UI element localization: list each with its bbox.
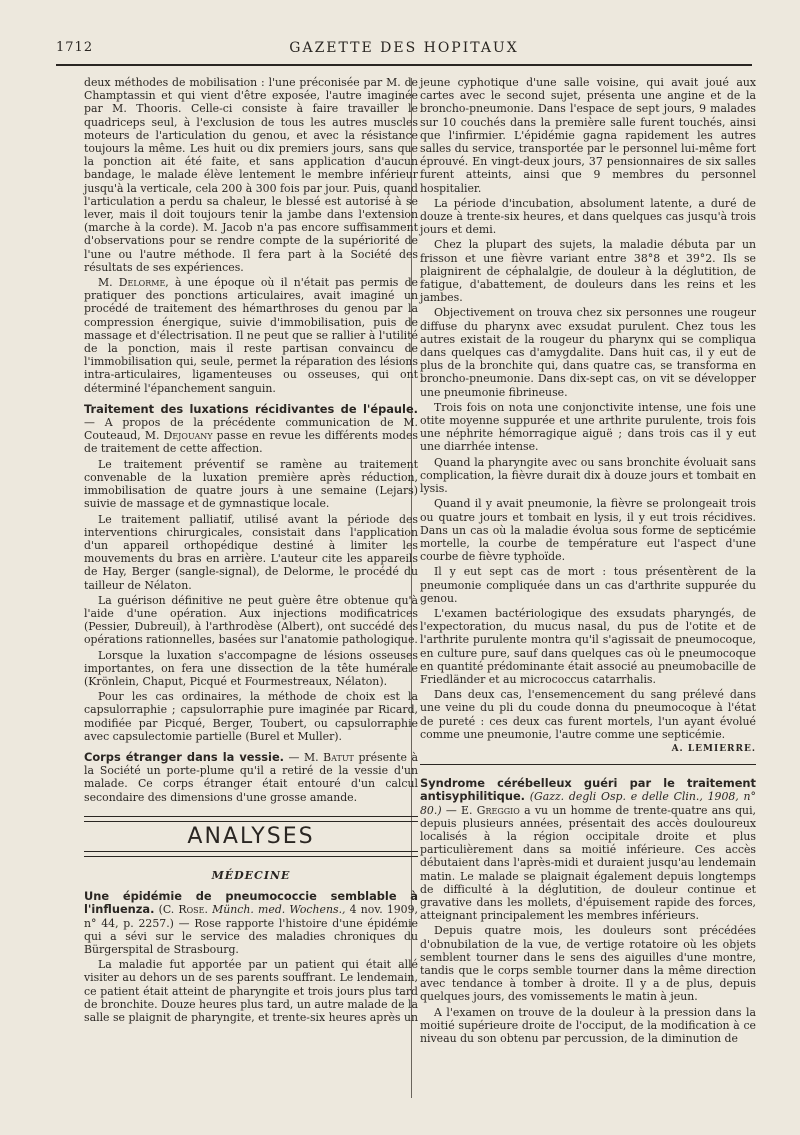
author-name: Dejouany: [163, 429, 213, 443]
paragraph: A l'examen on trouve de la douleur à la pression dans la moitié supérieure droite de l'occiput, de la modification à ce niveau du son obtenu par percussion, de la diminution de: [420, 1005, 756, 1046]
section-title: Corps étranger dans la vessie.: [84, 749, 284, 764]
paragraph: La maladie fut apportée par un patient qui était allé visiter au dehors un de ses parents souffrant. Le lendemain, ce patient était atteint de pharyngite et trois jours plus tard de bronchite. Douze heures plus tard, un autre malade de la salle se plaignit de pharyngite, et trente-six heures après un: [84, 958, 418, 1024]
section-paragraph: Traitement des luxations récidivantes de l'épaule. — A propos de la précédente communication de M. Couteaud, M. Dejouany passe en revue les différents modes de traitement de cette affection.: [84, 401, 418, 456]
analysis-title: Une épidémie de pneumococcie semblable à l'influenza.: [84, 889, 418, 917]
paragraph: jeune cyphotique d'une salle voisine, qui avait joué aux cartes avec le second sujet, présenta une angine et de la broncho-pneumonie. Dans l'espace de sept jours, 9 malades sur 10 couchés dans la première salle furent touchés, ainsi que l'infirmier. L'épidémie gagna rapidement les autres salles du service, transportée par le personnel lui-même fort éprouvé. En vingt-deux jours, 37 pensionnaires de six salles furent atteints, ainsi que 9 membres du personnel hospitalier.: [420, 76, 756, 195]
paragraph: La période d'incubation, absolument latente, a duré de douze à trente-six heures, et dans quelques cas jusqu'à trois jours et demi.: [420, 196, 756, 237]
paragraph: L'examen bactériologique des exsudats pharyngés, de l'expectoration, du mucus nasal, du pus de l'otite et de l'arthrite purulente montra qu'il s'agissait de pneumocoque, en culture pure, sauf dans quelques cas où le pneumocoque en quantité prédominante était associé au pneumobacille de Friedländer et au micrococcus catarrhalis.: [420, 606, 756, 686]
paragraph: Lorsque la luxation s'accompagne de lésions osseuses importantes, on fera une dissection de la tête humérale (Krönlein, Chaput, Picqué et Fourmestreaux, Nélaton).: [84, 648, 418, 688]
paragraph: Il y eut sept cas de mort : tous présentèrent de la pneumonie compliquée dans un cas d'arthrite suppurée du genou.: [420, 565, 756, 605]
analyses-heading: ANALYSES: [187, 823, 315, 849]
paragraph: deux méthodes de mobilisation : l'une préconisée par M. de Champtassin et qui vient d'être exposée, l'autre imaginée par M. Thooris. Celle-ci consiste à faire travailler le quadriceps seul, à l'exclusion de tous les autres muscles moteurs de l'articulation du genou, et avec la résistance toujours la même. Les huit ou dix premiers jours, sans que la ponction ait été faite, et sans application d'aucun bandage, le malade élève lentement le membre inférieur jusqu'à la verticale, cela 200 à 300 fois par jour. Puis, quand l'articulation a perdu sa chaleur, le blessé est autorisé à se lever, mais il doit toujours tenir la jambe dans l'extension (marche à la corde). M. Jacob n'a pas encore suffisamment d'observations pour se rendre compte de la supériorité de l'une ou l'autre méthode. Il fera part à la Société des résultats de ses expériences.: [84, 76, 418, 274]
header-rule: [56, 64, 752, 66]
paragraph: Pour les cas ordinaires, la méthode de choix est la capsulorraphie ; capsulorraphie pure imaginée par Ricard, modifiée par Picqué, Berger, Toubert, ou capsulorraphie avec capsulectomie partielle (Burel et Muller).: [84, 690, 418, 743]
paragraph: La guérison définitive ne peut guère être obtenue qu'à l'aide d'une opération. Aux injections modificatrices (Pessier, Dubreuil), à l'arthrodèse (Albert), ont succédé des opérations rationnelles, basées sur l'anatomie pathologique.: [84, 593, 418, 647]
paragraph: Dans deux cas, l'ensemencement du sang prélevé dans une veine du pli du coude donna du pneumocoque à l'état de pureté : ces deux cas furent mortels, l'un ayant évolué comme une pneumonie, l'autre comme une septicémie.: [420, 688, 756, 741]
signature: A. LEMIERRE.: [671, 743, 756, 754]
double-rule: [84, 851, 418, 857]
right-column: [420, 76, 756, 1047]
left-column: [84, 76, 418, 1026]
author-name: E. Greggio: [461, 803, 520, 817]
paragraph: Objectivement on trouva chez six personnes une rougeur diffuse du pharynx avec exsudat purulent. Chez tous les autres existait de la rougeur du pharynx qui se compliqua dans quelques cas d'amygdalite. Dans huit cas, il y eut de plus de la bronchite qui, dans quatre cas, se transforma en broncho-pneumonie. Dans dix-sept cas, on vit se développer une pneumonie fibrineuse.: [420, 306, 756, 399]
journal-reference: Münch. med. Wochens.,: [207, 903, 346, 917]
author-name: M. Delorme,: [98, 276, 169, 290]
section-paragraph: Corps étranger dans la vessie. — M. Batut présente à la Société un porte-plume qu'il a retiré de la vessie d'un malade. Ce corps étranger était entouré d'un calcul secondaire des dimensions d'une grosse amande.: [84, 749, 418, 804]
section-title: Traitement des luxations récidivantes de l'épaule.: [84, 401, 418, 416]
journal-title: GAZETTE DES HOPITAUX: [289, 40, 519, 56]
paragraph: Chez la plupart des sujets, la maladie débuta par un frisson et une fièvre variant entre 38°8 et 39°2. Ils se plaignirent de céphalalgie, de douleur à la déglutition, de fatigue, d'abattement, de douleurs dans les reins et les jambes.: [420, 238, 756, 305]
paragraph: Le traitement palliatif, utilisé avant la période des interventions chirurgicales, consistait dans l'application d'un appareil orthopédique destiné à limiter les mouvements du bras en arrière. L'auteur cite les appareils de Hay, Berger (sangle-signal), de Delorme, le procédé du tailleur de Nélaton.: [84, 512, 418, 592]
paragraph: Quand la pharyngite avec ou sans bronchite évoluait sans complication, la fièvre durait dix à douze jours et tombait en lysis.: [420, 455, 756, 496]
page-number: 1712: [56, 40, 94, 55]
medecine-heading: MÉDECINE: [211, 868, 291, 882]
double-rule: [84, 816, 418, 822]
analysis-paragraph: Syndrome cérébelleux guéri par le traitement antisyphilitique. (Gazz. degli Osp. e delle Clin., 1908, n° 80.) — E. Greggio a vu un homme de trente-quatre ans qui, depuis plusieurs années, présentait des accès douloureux localisés à la région occipitale droite et plus particulièrement dans sa moitié inférieure. Ces accès débutaient dans l'après-midi et duraient jusqu'au lendemain matin. Le malade se plaignait également depuis longtemps de difficulté à la déglutition, de douleur continue et gravative dans les mollets, d'épuisement rapide des forces, atteignant principalement les membres inférieurs.: [420, 776, 757, 923]
journal-reference: (Gazz. degli Osp. e delle Clin., 1908, n° 80.) —: [420, 790, 756, 817]
page-header: [56, 40, 752, 64]
paragraph: Trois fois on nota une conjonctivite intense, une fois une otite moyenne suppurée et une arthrite purulente, trois fois une néphrite hémorragique aiguë ; dans trois cas il y eut une diarrhée intense.: [420, 400, 756, 454]
separator-rule: [420, 764, 756, 765]
paragraph: Depuis quatre mois, les douleurs sont précédées d'obnubilation de la vue, de vertige rotatoire où les objets semblent tourner dans le sens des aiguilles d'une montre, tandis que le corps semble tourner dans la même direction avec tendance à tomber à droite. Il y a de plus, depuis quelques jours, des vomissements le matin à jeun.: [420, 924, 756, 1004]
analysis-title: Syndrome cérébelleux guéri par le traitement antisyphilitique.: [420, 776, 756, 804]
author-name: Rose.: [178, 903, 208, 917]
author-name: Batut: [323, 750, 354, 764]
analysis-paragraph: Une épidémie de pneumococcie semblable à l'influenza. (C. Rose. Münch. med. Wochens., 4 nov. 1909, n° 44, p. 2257.) — Rose rapporte l'histoire d'une épidémie qui a sévi sur le service des maladies chroniques du Bürgerspital de Strasbourg.: [84, 889, 418, 956]
paragraph: Le traitement préventif se ramène au traitement convenable de la luxation première après réduction, immobilisation de quatre jours à une semaine (Lejars) suivie de massage et de gymnastique locale.: [84, 457, 418, 511]
paragraph: Quand il y avait pneumonie, la fièvre se prolongeait trois ou quatre jours et tombait en lysis, il y eut trois récidives. Dans un cas où la maladie évolua sous forme de septicémie mortelle, la courbe de température eut l'aspect d'une courbe de fièvre typhoïde.: [420, 497, 756, 564]
paragraph: M. Delorme, à une époque où il n'était pas permis de pratiquer des ponctions articulaires, avait imaginé un procédé de traitement des hémarthroses du genou par la compression énergique, suivie d'immobilisation, puis de massage et d'électrisation. Il ne peut que se rallier à l'utilité de la ponction, mais il reste partisan convaincu de l'immobilisation qui, seule, permet la réparation des lésions intra-articulaires, ligamenteuses ou osseuses, qui ont déterminé l'épanchement sanguin.: [84, 276, 418, 395]
